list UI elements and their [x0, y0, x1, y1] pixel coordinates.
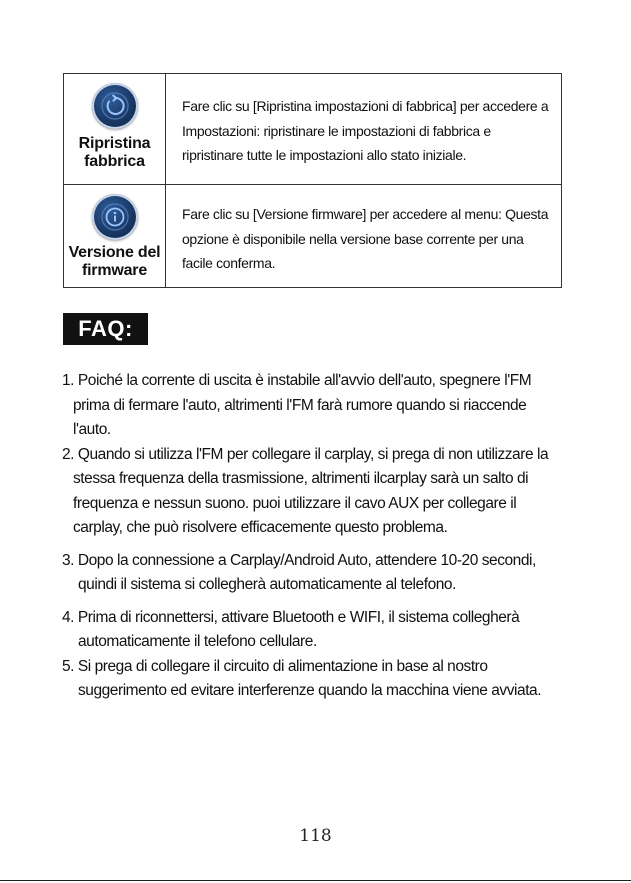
faq-item-text: Dopo la connessione a Carplay/Android Auto, attendere 10-20 secondi, quindi il sistema si collegherà automaticamente al telefono. — [77, 551, 536, 593]
firmware-version-description: Fare clic su [Versione firmware] per accedere al menu: Questa opzione è disponibile nella versione base corrente per una facile conferma. — [182, 206, 549, 271]
factory-reset-description: Fare clic su [Ripristina impostazioni di fabbrica] per accedere a Impostazioni: ripristinare le impostazioni di fabbrica e ripristinare tutte le impostazioni allo stato iniziale. — [182, 98, 549, 163]
faq-item-number: 4. — [62, 608, 75, 626]
faq-item — [62, 655, 562, 704]
settings-table — [63, 73, 562, 288]
faq-item — [62, 606, 562, 655]
faq-item — [62, 549, 562, 598]
table-cell-icon — [64, 74, 166, 184]
page-number: 118 — [299, 826, 332, 846]
faq-item-number: 3. — [62, 551, 75, 569]
firmware-version-label: Versione del firmware — [68, 244, 161, 279]
reset-icon — [92, 83, 138, 129]
faq-item-number: 5. — [62, 657, 75, 675]
faq-item — [62, 443, 562, 541]
factory-reset-label: Ripristina fabbrica — [78, 135, 151, 170]
faq-item — [62, 369, 562, 443]
faq-item-text: Si prega di collegare il circuito di alimentazione in base al nostro suggerimento ed evitare interferenze quando la macchina viene avviata. — [77, 657, 542, 699]
faq-item-text: Poiché la corrente di uscita è instabile all'avvio dell'auto, spegnere l'FM prima di fermare l'auto, altrimenti l'FM farà rumore quando si riaccende l'auto. — [73, 372, 532, 438]
table-row-firmware-version — [64, 185, 561, 288]
table-cell-icon — [64, 185, 166, 287]
faq-item-number: 1. — [62, 372, 75, 389]
faq-list — [62, 369, 562, 704]
table-row-factory-reset — [64, 74, 561, 185]
faq-heading: FAQ: — [63, 313, 148, 345]
faq-item-number: 2. — [62, 445, 75, 463]
faq-item-text: Quando si utilizza l'FM per collegare il carplay, si prega di non utilizzare la stessa frequenza della trasmissione, altrimenti ilcarplay sarà un salto di frequenza e nessun suono. puoi utilizzare il cavo AUX per collegare il carplay, che può risolvere efficacemente questo problema. — [73, 445, 549, 536]
info-icon — [92, 194, 138, 240]
faq-item-text: Prima di riconnettersi, attivare Bluetooth e WIFI, il sistema collegherà automaticamente il telefono cellulare. — [77, 608, 520, 650]
bottom-divider — [0, 880, 631, 881]
